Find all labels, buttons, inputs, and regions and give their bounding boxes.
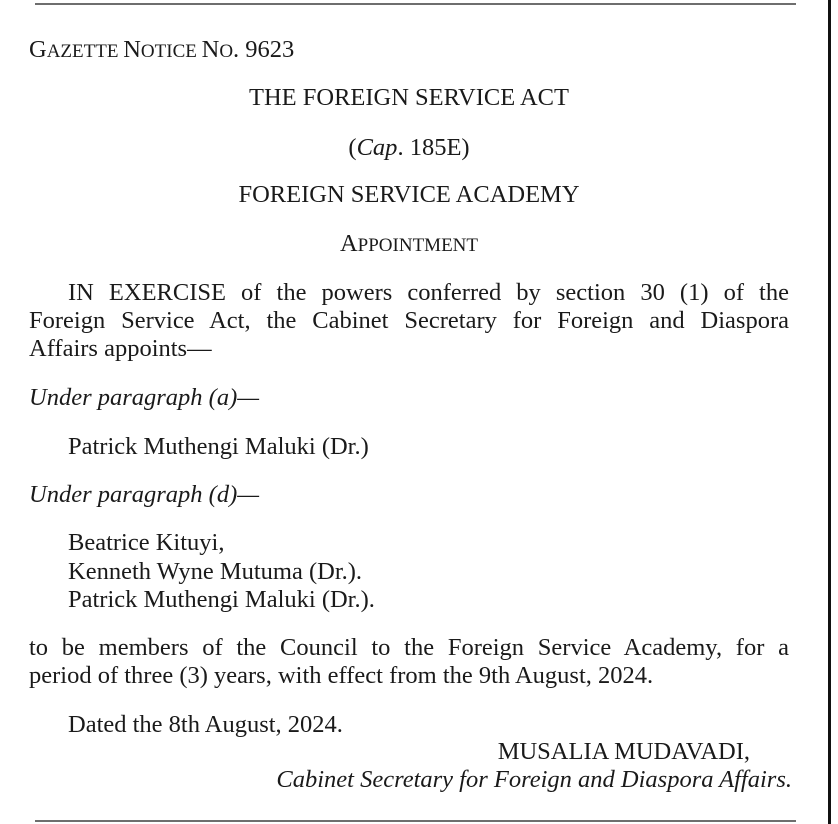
intro-line-3: Affairs appoints—: [29, 335, 212, 362]
intro-line-2: Foreign Service Act, the Cabinet Secretary for Foreign and Diaspora: [29, 307, 789, 334]
appointee-name: Patrick Muthengi Maluki (Dr.): [68, 433, 369, 460]
section-label-d: Under paragraph (d)—: [29, 481, 260, 508]
act-title: THE FOREIGN SERVICE ACT: [249, 84, 569, 111]
closing-line-1: to be members of the Council to the Foreign Service Academy, for a: [29, 634, 789, 661]
dated-line: Dated the 8th August, 2024.: [68, 711, 343, 738]
appointee-name: Kenneth Wyne Mutuma (Dr.).: [68, 558, 363, 585]
appointee-name: Patrick Muthengi Maluki (Dr.).: [68, 586, 375, 613]
bottom-rule: [35, 820, 796, 822]
right-border: [828, 0, 831, 824]
intro-line-1: IN EXERCISE of the powers conferred by section 30 (1) of the: [68, 279, 789, 306]
signatory-name: MUSALIA MUDAVADI,: [497, 738, 750, 765]
institution-title: FOREIGN SERVICE ACADEMY: [238, 181, 580, 208]
subject-heading: APPOINTMENT: [339, 230, 479, 257]
appointee-name: Beatrice Kituyi,: [68, 529, 225, 556]
notice-number: . 9623: [233, 36, 295, 63]
cap-reference: (Cap. 185E): [348, 134, 470, 161]
gazette-notice-heading: GAZETTE NOTICE NO. 9623: [29, 36, 295, 63]
closing-line-2: period of three (3) years, with effect from the 9th August, 2024.: [29, 662, 654, 689]
signatory-title: Cabinet Secretary for Foreign and Diaspora Affairs.: [276, 766, 792, 793]
top-rule: [35, 3, 796, 5]
section-label-a: Under paragraph (a)—: [29, 384, 260, 411]
